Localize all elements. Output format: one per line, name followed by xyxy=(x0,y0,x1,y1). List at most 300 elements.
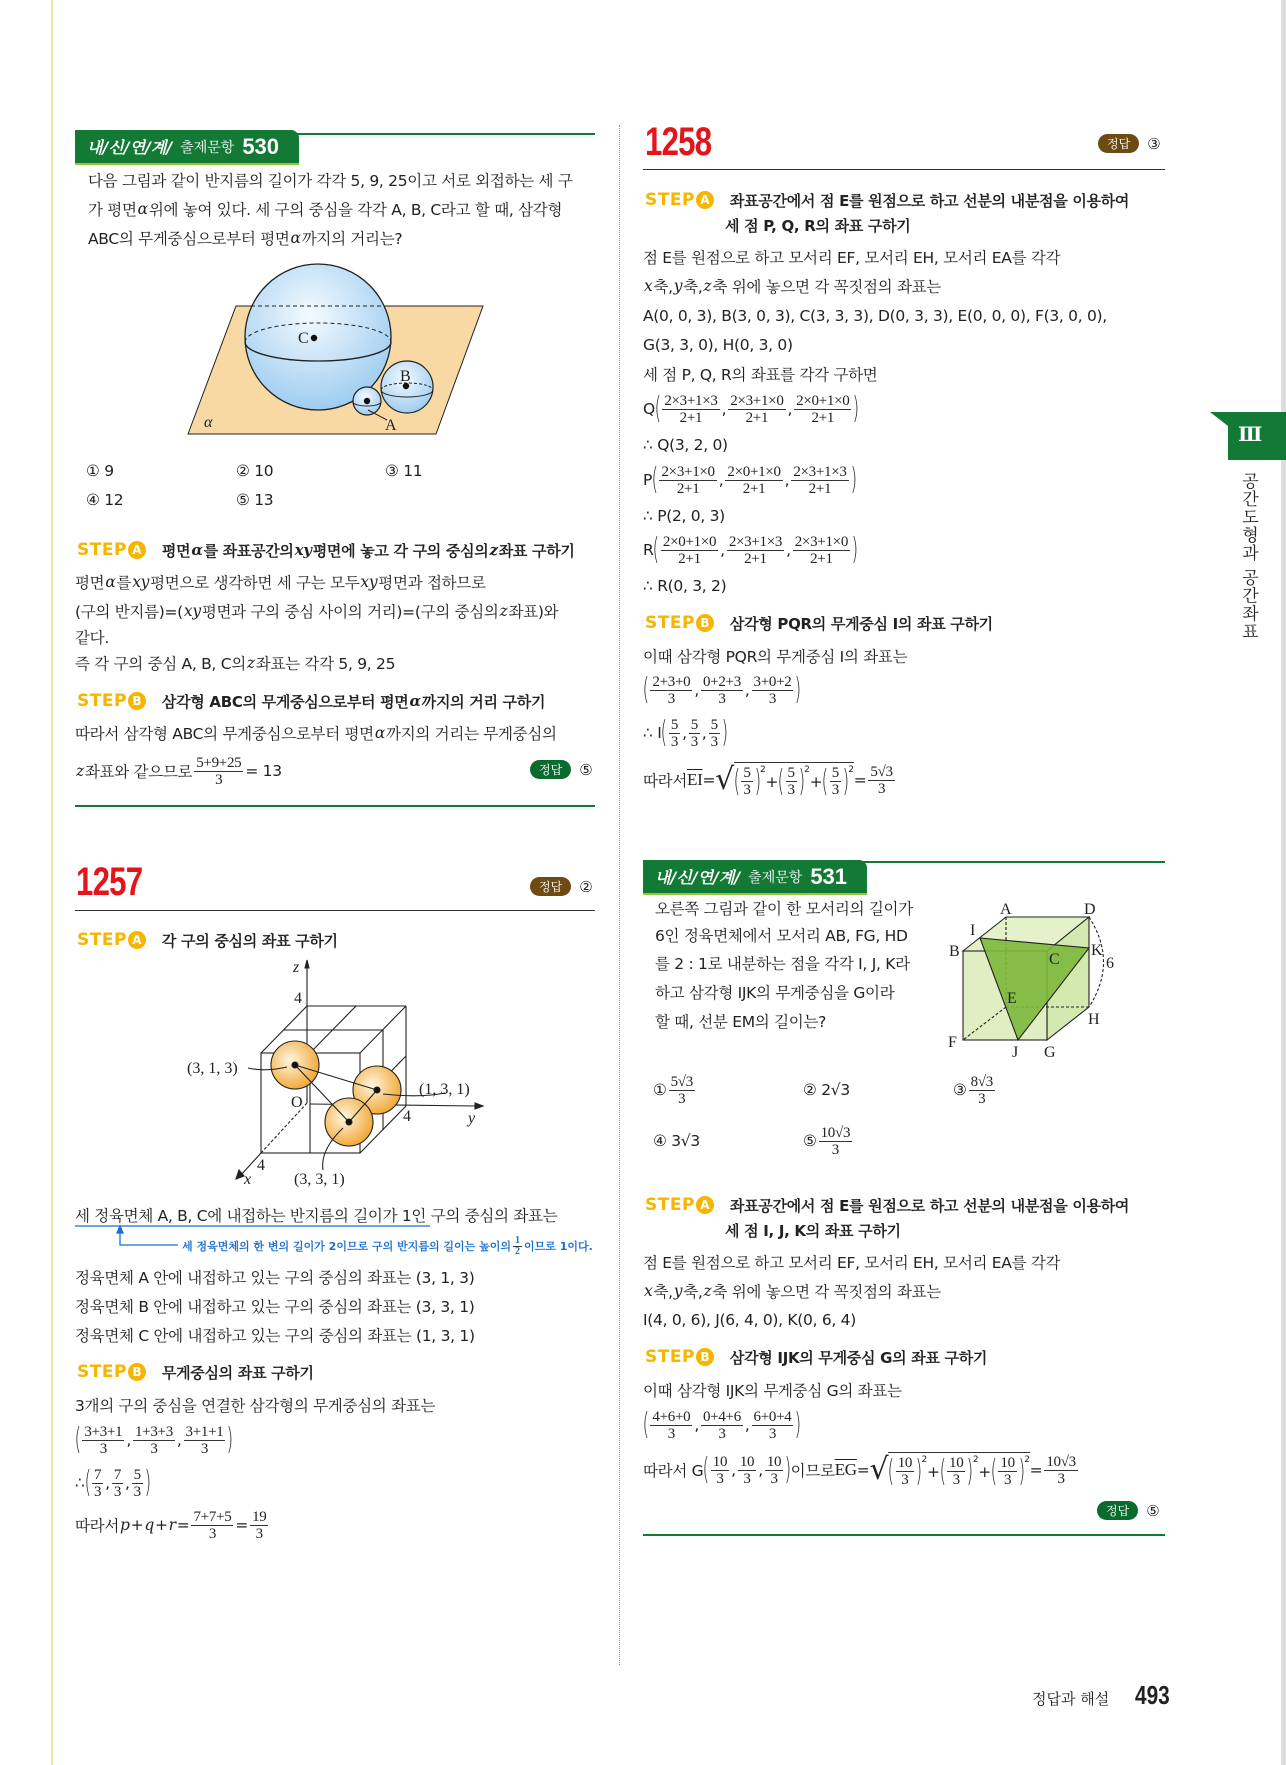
bracket: ( xyxy=(939,1453,946,1489)
answer-1258 xyxy=(1098,134,1161,153)
text-run: + xyxy=(978,1462,991,1481)
solution-line xyxy=(75,1321,475,1349)
denominator: 3 xyxy=(831,1141,839,1158)
fraction xyxy=(701,674,743,707)
text-run: = xyxy=(856,1461,870,1479)
text-run: 평면과 접하므로 xyxy=(378,574,486,592)
label-x: x xyxy=(244,1171,252,1188)
step-label: STEP xyxy=(77,540,127,560)
label-h: H xyxy=(1088,1011,1100,1028)
numerator: 6+0+4 xyxy=(753,1408,792,1425)
bracket: ) xyxy=(967,1453,974,1489)
fraction xyxy=(728,393,785,426)
square-root xyxy=(715,762,854,798)
solution-line xyxy=(643,572,726,600)
solution-line xyxy=(75,597,558,625)
denominator: 3 xyxy=(718,690,726,707)
numerator: 5√3 xyxy=(870,763,893,780)
text-run: = xyxy=(235,1516,249,1534)
bracket: ) xyxy=(721,715,728,750)
choice-2: ② 10 xyxy=(236,462,274,480)
segment-overline: $\overline{EI}$ xyxy=(687,770,703,789)
text-run: + xyxy=(809,772,823,791)
step-title xyxy=(730,613,993,634)
text-run: 축, xyxy=(653,278,673,296)
text-run: + xyxy=(154,1516,168,1534)
fraction xyxy=(830,765,841,798)
superscript: 2 xyxy=(972,1454,979,1465)
step-title-cont xyxy=(725,211,911,239)
numerator: 5 xyxy=(743,765,751,781)
fraction xyxy=(689,717,700,750)
answer-value: ② xyxy=(579,877,593,896)
numerator: 10 xyxy=(1000,1455,1015,1471)
solution-line xyxy=(643,1277,941,1305)
text-run: = 13 xyxy=(245,762,282,780)
bracket: ) xyxy=(851,532,858,567)
math-variable: p xyxy=(120,1516,130,1534)
answer-1257 xyxy=(530,877,593,896)
fraction xyxy=(793,534,850,567)
radicand xyxy=(734,762,854,798)
numerator: 2×3+1×3 xyxy=(728,533,783,550)
bracket: ) xyxy=(1018,1453,1025,1489)
label-y4: 4 xyxy=(403,1108,411,1125)
text-run: 정육면체 A 안에 내접하고 있는 구의 중심의 좌표는 (3, 1, 3) xyxy=(75,1269,475,1287)
square-root xyxy=(869,1452,1029,1488)
solution-line xyxy=(643,302,1107,330)
numerator: 5 xyxy=(690,716,698,733)
problem-number: 1258 xyxy=(645,120,712,164)
fraction xyxy=(738,1454,756,1487)
step-b-heading xyxy=(645,609,993,637)
text-run: ① xyxy=(653,1081,667,1099)
math-variable: z xyxy=(76,762,84,780)
fraction xyxy=(725,464,782,497)
denominator: 3 xyxy=(952,1472,960,1488)
radical-sign: √ xyxy=(869,1452,889,1487)
label-a: A xyxy=(385,417,397,434)
solution-line xyxy=(75,649,395,677)
text-run: Q xyxy=(643,400,655,418)
solution-line xyxy=(75,754,282,788)
problem-line xyxy=(655,1007,826,1035)
numerator: 10 xyxy=(766,1453,782,1470)
text-run: = xyxy=(853,771,867,789)
bracket: ( xyxy=(733,763,740,799)
solution-line xyxy=(642,1407,802,1442)
numerator: 5 xyxy=(831,765,839,781)
text-run: 축 위에 놓으면 각 꼭짓점의 좌표는 xyxy=(712,278,941,296)
numerator: 8√3 xyxy=(970,1073,993,1090)
solution-line xyxy=(643,1306,856,1334)
fraction xyxy=(896,1455,914,1488)
text-run: 따라서 삼각형 ABC의 무게중심으로부터 평면 xyxy=(75,725,374,743)
label-y: y xyxy=(468,1110,476,1127)
label-x4: 4 xyxy=(257,1157,265,1174)
fraction xyxy=(786,765,797,798)
text-run: 좌표공간에서 점 E를 원점으로 하고 선분의 내분점을 이용하여 xyxy=(729,1196,1130,1215)
step-a-heading xyxy=(645,186,1129,214)
label-o: O xyxy=(291,1094,303,1111)
text-run: 삼각형 PQR의 무게중심 I의 좌표 구하기 xyxy=(729,614,993,633)
text-run: 까지의 거리는? xyxy=(301,230,403,248)
label-131: (1, 3, 1) xyxy=(419,1081,470,1098)
text-run: , xyxy=(718,471,724,489)
solution-line xyxy=(642,672,802,707)
denominator: 3 xyxy=(1003,1472,1012,1488)
text-run: I(4, 0, 6), J(6, 4, 0), K(0, 6, 4) xyxy=(643,1311,856,1329)
superscript: 2 xyxy=(804,764,810,775)
label-alpha: α xyxy=(204,414,213,431)
fraction xyxy=(659,464,716,497)
solution-line xyxy=(643,762,897,799)
numerator: 10√3 xyxy=(1046,1453,1076,1470)
text-run: 축, xyxy=(683,1283,703,1301)
denominator: 3 xyxy=(93,1483,102,1500)
step-title xyxy=(162,930,338,951)
step-letter: B xyxy=(128,1363,146,1381)
cube-triangle-figure xyxy=(963,917,1104,1040)
numerator: 5√3 xyxy=(670,1073,693,1090)
label-z: z xyxy=(293,959,300,976)
denominator: 3 xyxy=(113,1483,122,1500)
tab-rule xyxy=(858,861,1165,863)
numerator: 10 xyxy=(949,1455,964,1471)
math-variable: q xyxy=(144,1516,154,1534)
text-run: (구의 반지름)=( xyxy=(75,603,183,621)
text-run: , xyxy=(105,1474,110,1492)
solution-line xyxy=(643,243,1060,271)
superscript: 2 xyxy=(921,1454,927,1465)
denominator: 3 xyxy=(1057,1470,1065,1487)
solution-line xyxy=(643,391,860,426)
problem-line xyxy=(88,195,562,223)
label-a: A xyxy=(1000,901,1012,918)
answer-530 xyxy=(530,760,593,779)
bracket: ( xyxy=(777,763,784,799)
fraction xyxy=(868,764,894,797)
text-run: ∴ R(0, 3, 2) xyxy=(643,577,727,595)
text-run: 세 정육면체의 한 변의 길이가 2이므로 구의 반지름의 길이는 높이의 xyxy=(182,1240,512,1253)
fraction xyxy=(133,1424,175,1457)
fraction xyxy=(765,1454,783,1487)
denominator: 3 xyxy=(743,1470,751,1487)
text-run: , xyxy=(682,724,687,742)
solution-line xyxy=(75,1292,475,1320)
text-run: 좌표는 각각 5, 9, 25 xyxy=(255,655,396,673)
text-run: 축, xyxy=(653,1283,673,1301)
numerator: 1 xyxy=(515,1234,521,1246)
side-tab-roman: Ⅲ xyxy=(1238,422,1263,446)
answer-badge: 정답 xyxy=(1097,1501,1138,1520)
section-end-rule xyxy=(75,805,595,807)
section-tab-531 xyxy=(643,860,867,893)
label-e: E xyxy=(1007,990,1017,1007)
denominator: 2 xyxy=(515,1245,521,1257)
text-run: = xyxy=(1029,1461,1043,1479)
text-run: 정육면체 C 안에 내접하고 있는 구의 중심의 좌표는 (1, 3, 1) xyxy=(75,1327,475,1345)
text-run: R xyxy=(643,541,654,559)
denominator: 3 xyxy=(710,733,718,750)
text-run: 다음 그림과 같이 반지름의 길이가 각각 5, 9, 25이고 서로 외접하는 세 구 xyxy=(88,172,573,190)
math-variable: r xyxy=(168,1516,176,1534)
bracket: ) xyxy=(784,1452,792,1487)
math-variable: z xyxy=(499,602,508,620)
choice-5: ⑤ 13 xyxy=(236,491,274,509)
text-run: 각 구의 중심의 좌표 구하기 xyxy=(161,931,338,950)
step-letter: B xyxy=(128,692,146,710)
step-letter: B xyxy=(696,614,714,632)
text-run: A(0, 0, 3), B(3, 0, 3), C(3, 3, 3), D(0, 3, 3), E(0, 0, 0), F(3, 0, 0), xyxy=(643,307,1107,325)
denominator: 3 xyxy=(978,1090,986,1107)
text-run: 평면으로 생각하면 세 구는 모두 xyxy=(150,574,360,592)
step-label: STEP xyxy=(77,930,127,950)
fraction xyxy=(662,393,719,426)
bracket: ) xyxy=(227,1422,234,1457)
solution-line xyxy=(643,1248,1060,1276)
math-variable: x xyxy=(644,277,653,295)
step-title xyxy=(730,190,1129,211)
fraction xyxy=(741,765,752,798)
text-run: ABC의 무게중심으로부터 평면 xyxy=(88,230,290,248)
fraction xyxy=(969,1074,995,1107)
bracket: ( xyxy=(990,1453,997,1489)
text-run: 좌표)와 xyxy=(508,603,559,621)
text-run: 즉 각 구의 중심 A, B, C의 xyxy=(75,655,246,673)
text-run: 까지의 거리 구하기 xyxy=(421,692,546,711)
text-run: 가 평면 xyxy=(88,201,137,219)
solution-line xyxy=(643,1452,1080,1489)
tab-sub: 출제문항 xyxy=(748,869,803,886)
choice-1: ① 9 xyxy=(86,462,114,480)
bracket: ) xyxy=(144,1465,151,1500)
numerator: 10 xyxy=(897,1455,913,1471)
label-313: (3, 1, 3) xyxy=(187,1060,238,1077)
math-variable: y xyxy=(673,1282,683,1300)
label-g: G xyxy=(1044,1044,1056,1061)
problem-line xyxy=(655,894,913,922)
math-variable: α xyxy=(409,692,421,710)
section-tab-530 xyxy=(75,130,299,163)
superscript: 2 xyxy=(848,764,854,775)
solution-line xyxy=(75,623,109,651)
math-variable: α xyxy=(374,724,386,742)
denominator: 3 xyxy=(768,690,777,707)
numerator: 2×3+1×0 xyxy=(661,463,715,480)
bracket: ( xyxy=(74,1422,81,1457)
numerator: 2×3+1×3 xyxy=(793,463,847,480)
fraction xyxy=(727,534,784,567)
tab-number: 531 xyxy=(810,863,848,889)
denominator: 2+1 xyxy=(808,480,832,497)
numerator: 3+1+1 xyxy=(185,1423,224,1440)
denominator: 3 xyxy=(901,1472,909,1488)
text-run: 평면에 놓고 각 구의 중심의 xyxy=(312,541,489,560)
solution-line xyxy=(643,360,877,388)
text-run: 점 E를 원점으로 하고 모서리 EF, 모서리 EH, 모서리 EA를 각각 xyxy=(643,249,1061,267)
text-run: 오른쪽 그림과 같이 한 모서리의 길이가 xyxy=(655,900,913,918)
problem-number: 1257 xyxy=(76,860,143,904)
text-run: = xyxy=(702,771,716,789)
fraction xyxy=(711,1454,729,1487)
numerator: 2×0+1×0 xyxy=(662,533,717,550)
answer-531 xyxy=(1097,1501,1160,1520)
text-run: 를 xyxy=(116,574,132,592)
step-letter: A xyxy=(128,541,146,559)
text-run: 좌표와 같으므로 xyxy=(84,763,193,781)
text-run: ∴ xyxy=(75,1474,85,1492)
numerator: 2×3+1×3 xyxy=(664,392,718,409)
math-variable: z xyxy=(246,654,255,672)
text-run: 이때 삼각형 PQR의 무게중심 I의 좌표는 xyxy=(643,648,908,666)
math-variable: xy xyxy=(360,573,378,591)
math-variable: xy xyxy=(294,541,312,559)
solution-line xyxy=(75,1508,270,1542)
text-run: 위에 놓여 있다. 세 구의 중심을 각각 A, B, C라고 할 때, 삼각형 xyxy=(148,201,563,219)
numerator: 2+3+0 xyxy=(652,673,691,690)
solution-line xyxy=(643,532,858,567)
text-run: ∴ I xyxy=(643,724,662,742)
numerator: 5 xyxy=(787,765,795,781)
text-run: 점 E를 원점으로 하고 모서리 EF, 모서리 EH, 모서리 EA를 각각 xyxy=(643,1254,1061,1272)
denominator: 3 xyxy=(678,1090,686,1107)
denominator: 3 xyxy=(99,1440,107,1457)
denominator: 2+1 xyxy=(744,550,767,567)
text-run: 따라서 xyxy=(75,1517,120,1535)
superscript: 2 xyxy=(760,764,766,775)
bracket: ) xyxy=(853,391,860,426)
fraction xyxy=(82,1424,124,1457)
problem-line xyxy=(655,949,910,977)
problem-line xyxy=(88,224,402,252)
fraction xyxy=(250,1509,268,1542)
bracket: ( xyxy=(642,672,649,707)
text-run: ∴ P(2, 0, 3) xyxy=(643,507,725,525)
text-run: 3개의 구의 중심을 연결한 삼각형의 무게중심의 좌표는 xyxy=(75,1397,436,1415)
spheres-on-plane-figure xyxy=(188,264,483,434)
text-run: 평면과 구의 중심 사이의 거리)=(구의 중심의 xyxy=(201,603,499,621)
text-run: 이때 삼각형 IJK의 무게중심 G의 좌표는 xyxy=(643,1382,902,1400)
numerator: 19 xyxy=(252,1508,267,1525)
text-run: 세 정육면체 A, B, C에 내접하는 반지름의 길이가 1인 구의 중심의 좌표는 xyxy=(75,1207,558,1225)
problem-rule xyxy=(75,910,595,911)
fraction xyxy=(92,1467,103,1500)
superscript: 2 xyxy=(1024,1454,1030,1465)
text-run: , xyxy=(784,471,790,489)
cube-spheres-figure xyxy=(236,960,483,1179)
text-run: 무게중심의 좌표 구하기 xyxy=(161,1363,314,1382)
radical-sign: √ xyxy=(715,762,734,797)
text-run: 까지의 거리는 무게중심의 xyxy=(386,725,557,743)
fraction xyxy=(513,1236,522,1257)
text-run: G(3, 3, 0), H(0, 3, 0) xyxy=(643,336,793,354)
bracket: ( xyxy=(661,715,668,750)
label-z4: 4 xyxy=(294,990,302,1007)
fraction xyxy=(194,755,243,788)
solution-line xyxy=(643,642,907,670)
text-run: 이므로 1이다. xyxy=(524,1240,593,1253)
fraction xyxy=(794,393,851,426)
step-title xyxy=(162,1362,314,1383)
numerator: 1+3+3 xyxy=(134,1423,173,1440)
bracket: ( xyxy=(702,1452,710,1487)
text-run: 할 때, 선분 EM의 길이는? xyxy=(655,1013,827,1031)
bracket: ) xyxy=(754,763,761,799)
solution-line xyxy=(643,1376,902,1404)
text-run: + xyxy=(765,772,779,791)
text-run: 평면 xyxy=(161,541,191,560)
math-variable: xy xyxy=(132,573,150,591)
section-end-rule xyxy=(643,1534,1165,1536)
step-title xyxy=(162,540,575,561)
denominator: 2+1 xyxy=(676,480,700,497)
text-run: 세 점 P, Q, R의 좌표를 각각 구하면 xyxy=(643,366,878,384)
denominator: 3 xyxy=(718,1425,726,1442)
choice-4 xyxy=(653,1127,700,1155)
label-331: (3, 3, 1) xyxy=(294,1171,345,1188)
solution-line xyxy=(643,715,728,750)
solution-line xyxy=(75,1391,435,1419)
fraction xyxy=(701,1409,743,1442)
footer-label: 정답과 해설 xyxy=(1032,1690,1110,1708)
problem-rule xyxy=(643,169,1165,170)
tab-label: 내/신/연/계/ xyxy=(655,868,741,887)
tab-rule xyxy=(290,133,595,135)
fraction xyxy=(184,1424,226,1457)
numerator: 2×0+1×0 xyxy=(727,463,781,480)
numerator: 3+0+2 xyxy=(753,673,792,690)
fraction xyxy=(1044,1454,1078,1487)
step-title xyxy=(730,1347,987,1368)
step-a-heading xyxy=(645,1191,1129,1219)
text-run: 정육면체 B 안에 내접하고 있는 구의 중심의 좌표는 (3, 3, 1) xyxy=(75,1298,475,1316)
step-label: STEP xyxy=(77,1362,127,1382)
solution-line xyxy=(75,719,557,747)
choice-4: ④ 12 xyxy=(86,491,124,509)
denominator: 2+1 xyxy=(811,409,835,426)
math-variable: z xyxy=(703,277,712,295)
annotation-note xyxy=(182,1236,593,1256)
side-tab-title: 공간도형과 공간좌표 xyxy=(1238,472,1258,641)
solution-line xyxy=(75,1465,151,1500)
numerator: 7 xyxy=(93,1466,102,1483)
denominator: 3 xyxy=(133,1483,141,1500)
fraction xyxy=(819,1125,853,1158)
denominator: 2+1 xyxy=(679,409,703,426)
solution-line xyxy=(75,1201,557,1229)
choice-1 xyxy=(653,1073,697,1107)
fraction xyxy=(709,717,720,750)
answer-value: ⑤ xyxy=(579,760,593,779)
denominator: 2+1 xyxy=(810,550,833,567)
bracket: ) xyxy=(850,462,857,497)
text-run: 축 위에 놓으면 각 꼭짓점의 좌표는 xyxy=(712,1283,941,1301)
solution-line xyxy=(643,462,857,497)
step-a-heading xyxy=(77,926,338,954)
fraction xyxy=(669,1074,695,1107)
math-variable: y xyxy=(673,277,683,295)
step-title xyxy=(730,1195,1129,1216)
text-run: 세 점 P, Q, R의 좌표 구하기 xyxy=(725,216,911,235)
math-variable: z xyxy=(703,1282,712,1300)
denominator: 3 xyxy=(200,1440,209,1457)
fraction xyxy=(112,1467,123,1500)
text-run: ③ xyxy=(953,1081,967,1099)
denominator: 2+1 xyxy=(678,550,701,567)
text-run: , xyxy=(758,1461,763,1479)
bracket: ( xyxy=(887,1453,895,1489)
